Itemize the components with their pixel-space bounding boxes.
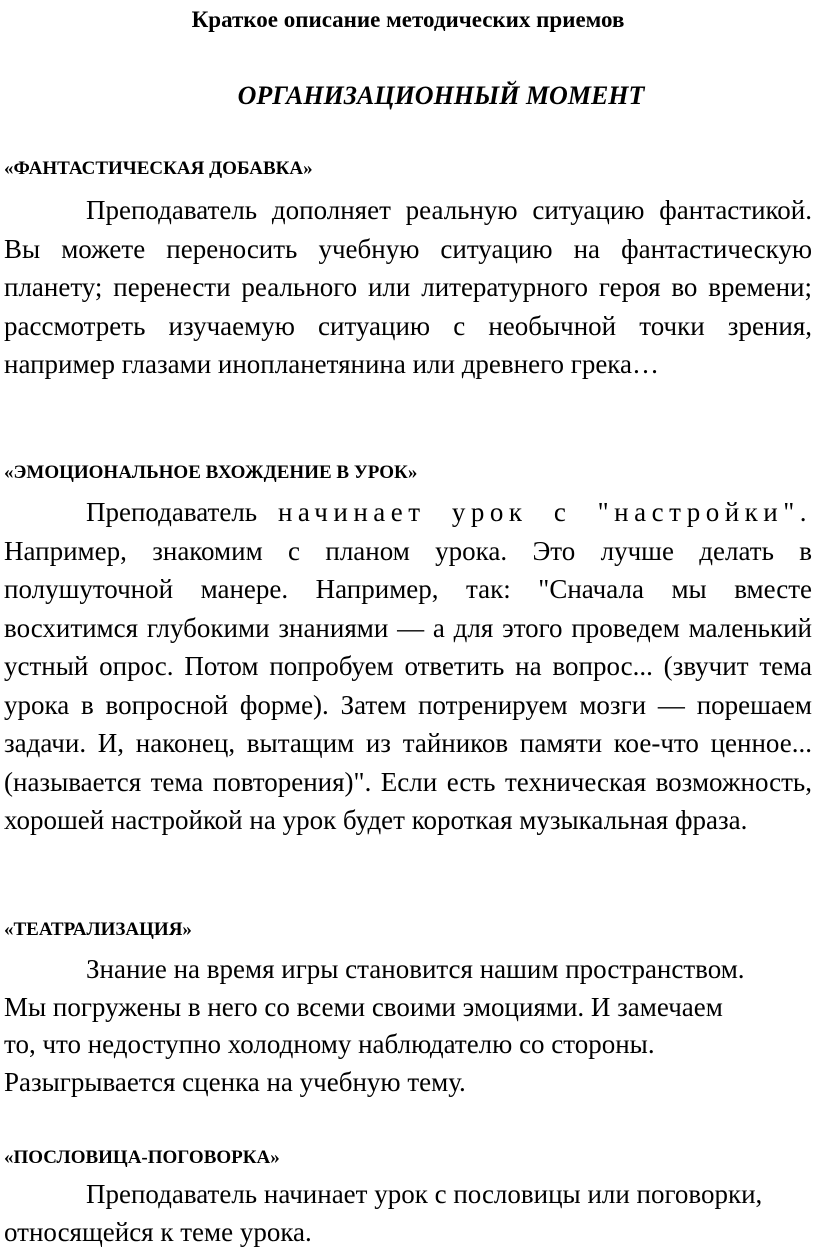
section-line: Знание на время игры становится нашим пространством. [86,954,745,984]
section-line: Разыгрывается сценка на учебную тему. [4,1066,466,1097]
section-text-fantastic-addition [4,191,812,384]
section-text-theatrization [4,951,812,1101]
section-body-spaced: начинает урок с "настройки". [277,497,812,527]
section-line: то, что недоступно холодному наблюдателю со стороны. [4,1029,655,1059]
section-heading-proverb: «ПОСЛОВИЦА-ПОГОВОРКА» [4,1147,280,1168]
section-text-proverb [4,1176,812,1251]
section-heading-emotional-entry: «ЭМОЦИОНАЛЬНОЕ ВХОЖДЕНИЕ В УРОК» [4,462,418,483]
section-body-rest: Например, знакомим с планом урока. Это лучше делать в полушуточной манере. Например, так: "Сначала мы вместе восхитимся глубокими знаниями — а для этого проведем маленький устный опрос. Потом попробуем ответить на вопрос... (звучит тема урока в вопросной форме). Затем потренируем мозги — порешаем задачи. И, наконец, вытащим из тайников памяти кое-что ценное... (называется тема повторения)". Если есть техническая возможность, хорошей настройкой на урок будет короткая музыкальная фраза. [4,535,812,835]
section-line: Мы погружены в него со всеми своими эмоциями. И замечаем [4,991,723,1022]
section-line: Преподаватель начинает урок с пословицы или поговорки, [86,1179,763,1209]
section-heading-theatrization: «ТЕАТРАЛИЗАЦИЯ» [4,919,192,940]
section-body: Преподаватель дополняет реальную ситуацию фантастикой. Вы можете переносить учебную ситуацию на фантастическую планету; перенести реального или литературного героя во времени; рассмотреть изучаемую ситуацию с необычной точки зрения, например глазами инопланетянина или древнего грека… [4,195,812,379]
section-line: относящейся к теме урока. [4,1216,312,1247]
document-title: Краткое описание методических приемов [191,7,625,32]
section-heading-fantastic-addition: «ФАНТАСТИЧЕСКАЯ ДОБАВКА» [4,158,313,179]
document-subtitle: ОРГАНИЗАЦИОННЫЙ МОМЕНТ [237,81,645,110]
section-body-lead: Преподаватель [86,497,258,527]
section-text-emotional-entry [4,493,812,840]
